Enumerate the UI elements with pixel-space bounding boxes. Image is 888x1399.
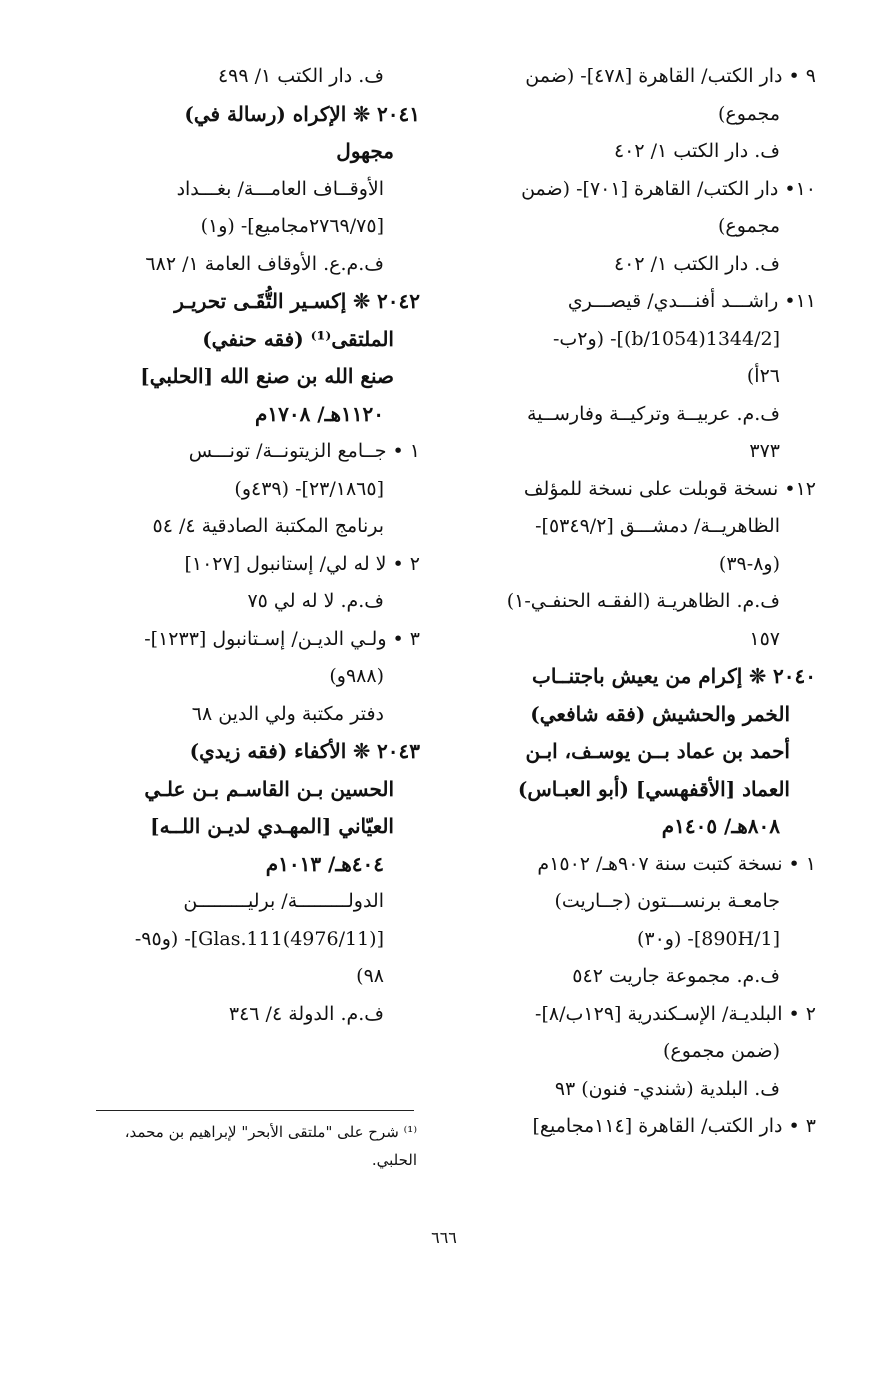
text-line: (و٨-٣٩) — [718, 552, 780, 575]
text-line: [٢٧٦٩/٧٥مجاميع]- (و١) — [200, 215, 384, 237]
footnote-line-2: الحلبي. — [371, 1151, 417, 1169]
text-line: [٢٣/١٨٦٥]- (٤٣٩و) — [234, 477, 384, 500]
text-line: ف.م. مجموعة جاريت ٥٤٢ — [572, 965, 780, 987]
text-line: (٩٨٨و) — [329, 665, 384, 687]
text-line: ٢ • لا له لي/ إستانبول [١٠٢٧] — [184, 552, 420, 575]
text-line: مجموع) — [718, 102, 780, 125]
text-line: ف. دار الكتب ١/ ٤٠٢ — [613, 252, 780, 275]
entry-heading-line: ٢٠٤١ ❊ الإكراه (رسالة في) — [184, 101, 420, 126]
text-line: ٩٨) — [356, 965, 384, 987]
text-line: ف. دار الكتب ١/ ٤٩٩ — [217, 65, 384, 87]
text-line: برنامج المكتبة الصادقية ٤/ ٥٤ — [152, 515, 384, 537]
entry-heading-line: الحسين بـن القاسـم بـن علـي — [144, 776, 394, 801]
footnote-line-1: ⁽¹⁾ شرح على "ملتقى الأبحر" لإبراهيم بن محمد، — [124, 1123, 417, 1141]
text-line: دفتر مكتبة ولي الدين ٦٨ — [191, 702, 384, 725]
text-line: الأوقــاف العامـــة/ بغـــداد — [176, 177, 384, 200]
text-line: ف.م. عربيــة وتركيــة وفارســية — [526, 402, 780, 425]
text-line: ٣ • ولـي الديـن/ إسـتانبول [١٢٣٣]- — [144, 627, 420, 650]
text-line: ٢ • البلديـة/ الإسـكندرية [١٢٩ب/٨]- — [535, 1002, 816, 1025]
entry-heading-line: أحمد بن عماد بــن يوسـف، ابـن — [525, 739, 790, 763]
text-line: ف. البلدية (شندي- فنون) ٩٣ — [554, 1077, 780, 1100]
right-column — [486, 58, 816, 1146]
text-line: ٢٦أ) — [746, 365, 780, 387]
text-line: (ضمن مجموع) — [662, 1040, 780, 1062]
entry-heading-line: الخمر والحشيش (فقه شافعي) — [530, 701, 790, 726]
entry-heading-line: ٢٠٤٠ ❊ إكرام من يعيش باجتنــاب — [531, 664, 816, 688]
text-line: مجموع) — [718, 215, 780, 237]
entry-heading-line: ٤٠٤هـ/ ١٠١٣م — [265, 851, 384, 876]
entry-heading-line: ٢٠٤٣ ❊ الأكفاء (فقه زيدي) — [189, 739, 420, 763]
entry-heading-line: العيّاني [المهـدي لديـن اللــه] — [150, 814, 394, 838]
text-line: ١٠• دار الكتب/ القاهرة [٧٠١]- (ضمن — [521, 177, 816, 200]
entry-heading-line: الملتقى⁽¹⁾ (فقه حنفي) — [202, 326, 394, 351]
text-line: ٣ • دار الكتب/ القاهرة [١١٤مجاميع] — [532, 1115, 816, 1137]
text-line: [Glas.111(4976/11)]- (و٩٥- — [134, 927, 384, 950]
left-column — [75, 58, 420, 1033]
footnote-divider — [96, 1110, 414, 1111]
footnote — [72, 1118, 417, 1174]
text-line: ٣٧٣ — [749, 440, 780, 462]
text-line: ١١• راشـــد أفنـــدي/ قيصـــري — [567, 290, 816, 312]
text-line: ف.م.ع. الأوقاف العامة ١/ ٦٨٢ — [145, 252, 384, 275]
text-line: ١٢• نسخة قوبلت على نسخة للمؤلف — [523, 477, 816, 500]
page-number: ٦٦٦ — [431, 1228, 457, 1247]
text-line: [890H/1]- (و٣٠) — [636, 927, 780, 950]
text-line: الظاهريــة/ دمشـــق [٥٣٤٩/٢]- — [535, 515, 780, 537]
text-line: [1344/2(1054/b)]- (و٢ب- — [552, 327, 780, 350]
text-line: ١٥٧ — [749, 627, 780, 650]
text-line: ف.م. الظاهريـة (الفقـه الحنفـي-١) — [506, 590, 780, 612]
entry-heading-line: ٢٠٤٢ ❊ إكسـير التُّقَـى تحريـر — [174, 289, 420, 313]
entry-heading-line: العماد [الأقفهسي] (أبو العبـاس) — [517, 776, 790, 801]
text-line: الدولـــــــــة/ برليـــــــــن — [183, 890, 384, 912]
text-line: جامعـة برنســـتون (جــاريت) — [554, 890, 780, 912]
entry-heading-line: ١١٢٠هـ/ ١٧٠٨م — [254, 401, 384, 426]
entry-heading-line: مجهول — [336, 139, 394, 163]
text-line: ف. دار الكتب ١/ ٤٠٢ — [613, 140, 780, 162]
text-line: ١ • جــامع الزيتونــة/ تونـــس — [188, 440, 420, 462]
text-line: ف.م. لا له لي ٧٥ — [247, 590, 384, 612]
text-line: ٩ • دار الكتب/ القاهرة [٤٧٨]- (ضمن — [525, 65, 816, 87]
entry-heading-line: ٨٠٨هـ/ ١٤٠٥م — [661, 814, 780, 838]
entry-heading-line: صنع الله بن صنع الله [الحلبي] — [140, 364, 394, 388]
text-line: ١ • نسخة كتبت سنة ٩٠٧هـ/ ١٥٠٢م — [537, 852, 816, 875]
text-line: ف.م. الدولة ٤/ ٣٤٦ — [228, 1002, 384, 1025]
